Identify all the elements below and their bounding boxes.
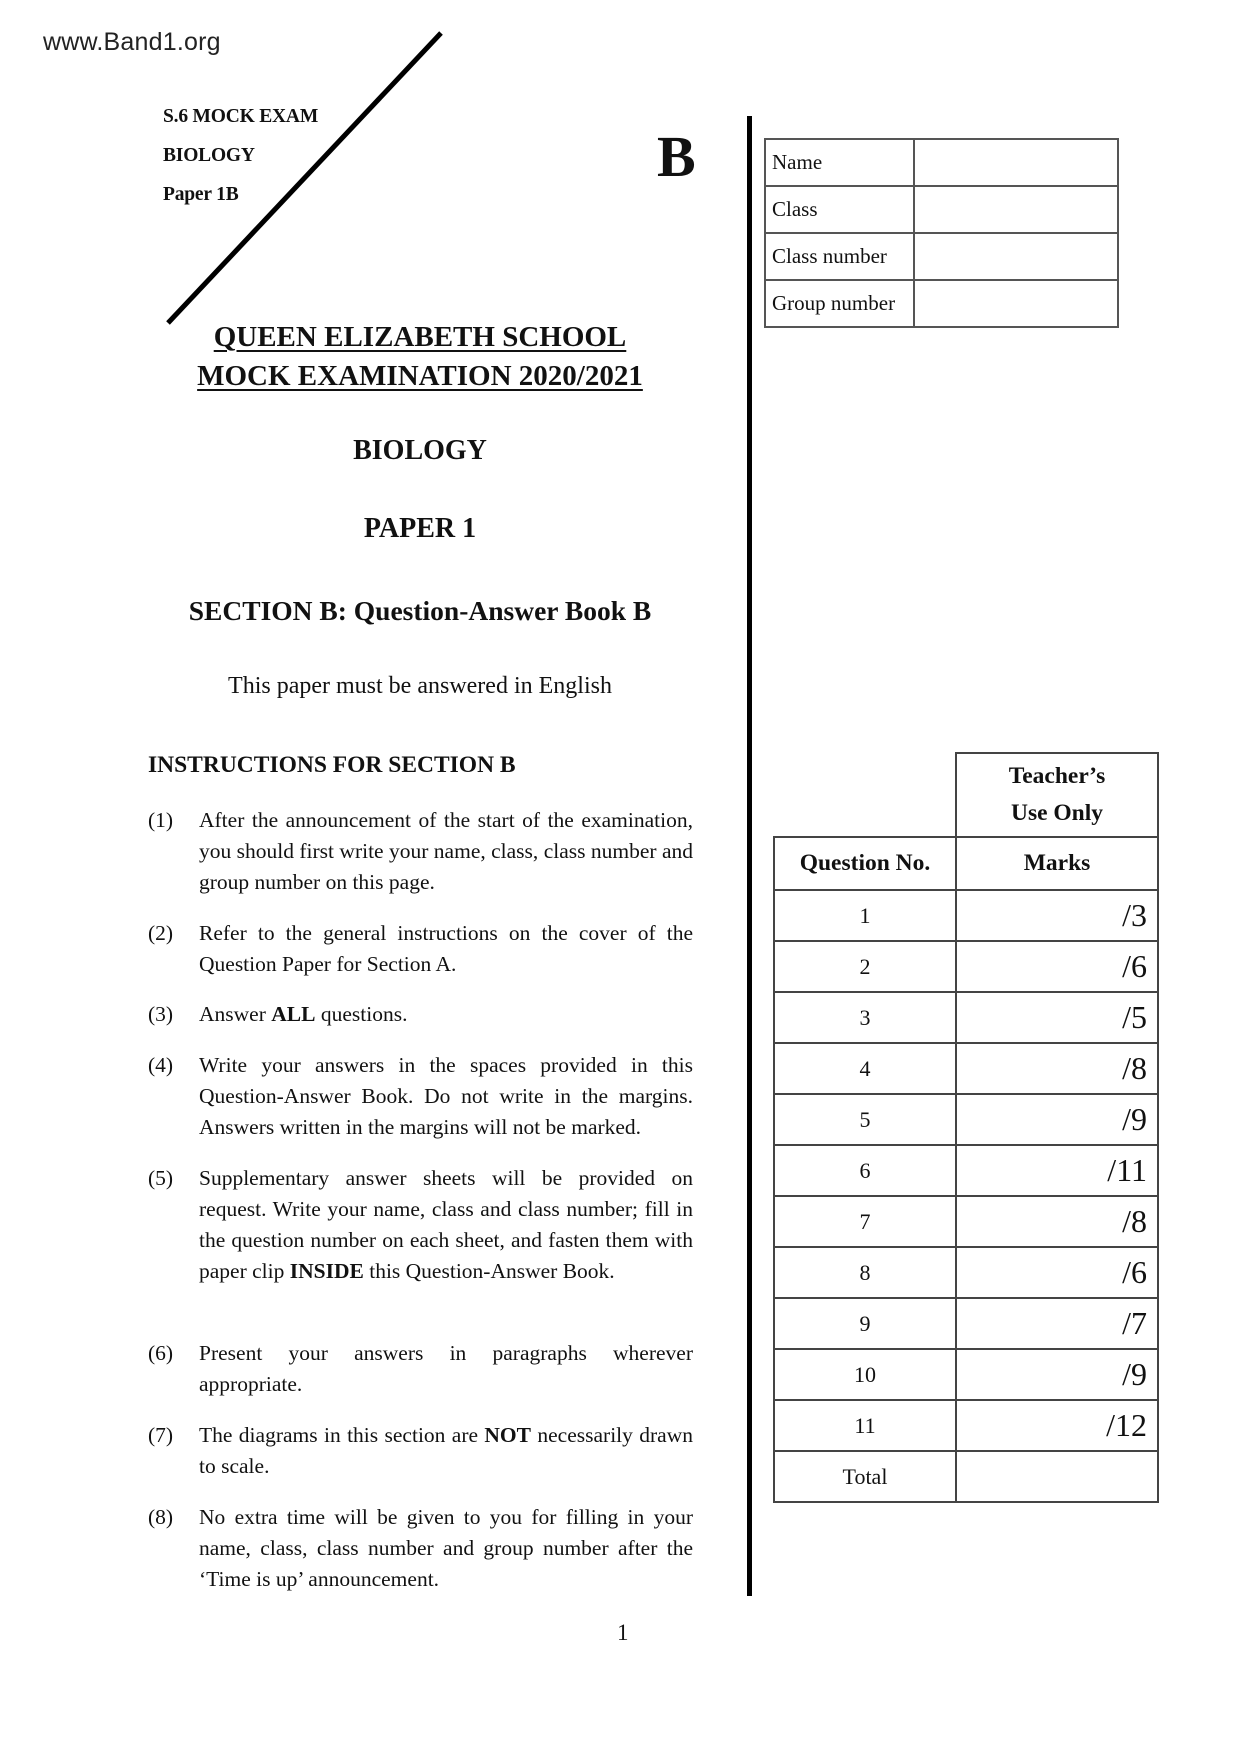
watermark: www.Band1.org: [43, 28, 221, 56]
instruction-item: [148, 918, 693, 980]
page-number: 1: [617, 1620, 629, 1645]
table-row: [774, 890, 1158, 941]
question-number: 8: [774, 1247, 956, 1298]
total-label: Total: [774, 1451, 956, 1502]
question-number: 7: [774, 1196, 956, 1247]
vertical-divider: [747, 116, 752, 1596]
blank-cell: [774, 753, 956, 837]
instruction-number: (5): [148, 1166, 174, 1190]
teacher-use-header: [956, 753, 1158, 837]
instruction-text: No extra time will be given to you for filling in your name, class, class number and group number after the ‘Time is up’ announcement.: [199, 1505, 693, 1591]
name-field[interactable]: [914, 139, 1118, 186]
subject-label: BIOLOGY: [163, 145, 255, 166]
question-no-header: Question No.: [774, 837, 956, 890]
marks-table: [773, 752, 1159, 1503]
instruction-text: Supplementary answer sheets will be provided on request. Write your name, class and class number; fill in the question number on each sheet, and fasten them with paper clip: [199, 1166, 693, 1283]
marks-cell[interactable]: /5: [956, 992, 1158, 1043]
table-row: [774, 1145, 1158, 1196]
table-row: [774, 992, 1158, 1043]
marks-cell[interactable]: /3: [956, 890, 1158, 941]
question-number: 9: [774, 1298, 956, 1349]
table-row: [774, 1298, 1158, 1349]
instruction-number: (2): [148, 921, 174, 945]
instruction-number: (4): [148, 1053, 174, 1077]
instruction-text: Present your answers in paragraphs wherever appropriate.: [199, 1341, 693, 1396]
marks-cell[interactable]: /9: [956, 1094, 1158, 1145]
marks-cell[interactable]: /8: [956, 1196, 1158, 1247]
marks-cell[interactable]: /7: [956, 1298, 1158, 1349]
instruction-item: [148, 805, 693, 898]
marks-cell[interactable]: /12: [956, 1400, 1158, 1451]
table-row: [774, 1196, 1158, 1247]
column-header-row: [774, 837, 1158, 890]
section-title: SECTION B: Question-Answer Book B: [188, 595, 652, 626]
info-label: Group number: [765, 280, 914, 327]
question-number: 5: [774, 1094, 956, 1145]
exam-name: MOCK EXAMINATION 2020/2021: [197, 360, 643, 392]
instruction-number: (6): [148, 1341, 174, 1365]
table-row: [774, 941, 1158, 992]
info-row-group-number: [765, 280, 1118, 327]
instructions-heading: INSTRUCTIONS FOR SECTION B: [148, 752, 516, 778]
instruction-text: Refer to the general instructions on the cover of the Question Paper for Section A.: [199, 921, 693, 976]
instruction-item: [148, 1050, 693, 1143]
marks-header: Marks: [956, 837, 1158, 890]
instruction-item: [148, 1420, 693, 1482]
subject-title: BIOLOGY: [353, 435, 487, 466]
question-number: 6: [774, 1145, 956, 1196]
instruction-text: After the announcement of the start of the examination, you should first write your name, class, class number and group number on this page.: [199, 808, 693, 894]
instruction-item: [148, 1338, 693, 1400]
table-row: [774, 1349, 1158, 1400]
question-number: 11: [774, 1400, 956, 1451]
instruction-emphasis: INSIDE: [289, 1259, 364, 1283]
marks-cell[interactable]: /6: [956, 1247, 1158, 1298]
question-number: 1: [774, 890, 956, 941]
marks-cell[interactable]: /6: [956, 941, 1158, 992]
candidate-info-table: [764, 138, 1119, 328]
instruction-text: Answer: [199, 1002, 272, 1026]
group-number-field[interactable]: [914, 280, 1118, 327]
question-number: 3: [774, 992, 956, 1043]
instruction-number: (3): [148, 1002, 174, 1026]
table-row: [774, 1247, 1158, 1298]
info-label: Class number: [765, 233, 914, 280]
instruction-text: Write your answers in the spaces provided in this Question-Answer Book. Do not write in the margins. Answers written in the margins will not be marked.: [199, 1053, 693, 1139]
instruction-item: [148, 999, 693, 1030]
instruction-number: (7): [148, 1423, 174, 1447]
total-marks-cell[interactable]: [956, 1451, 1158, 1502]
table-row: [774, 1094, 1158, 1145]
instruction-number: (1): [148, 808, 174, 832]
school-title: [140, 318, 700, 396]
instruction-text: this Question-Answer Book.: [363, 1259, 615, 1283]
instruction-emphasis: NOT: [484, 1423, 531, 1447]
language-note: This paper must be answered in English: [228, 673, 612, 699]
class-number-field[interactable]: [914, 233, 1118, 280]
info-row-name: [765, 139, 1118, 186]
instruction-text: questions.: [315, 1002, 408, 1026]
info-label: Name: [765, 139, 914, 186]
table-row: [774, 1043, 1158, 1094]
paper-label: Paper 1B: [163, 184, 239, 205]
total-row: [774, 1451, 1158, 1502]
instruction-number: (8): [148, 1505, 174, 1529]
class-field[interactable]: [914, 186, 1118, 233]
instruction-emphasis: ALL: [271, 1002, 316, 1026]
teacher-use-line1: Teacher’s: [1008, 763, 1106, 789]
school-name: QUEEN ELIZABETH SCHOOL: [213, 321, 627, 353]
info-row-class: [765, 186, 1118, 233]
question-number: 2: [774, 941, 956, 992]
teacher-use-line2: Use Only: [1010, 800, 1104, 826]
question-number: 10: [774, 1349, 956, 1400]
instruction-text: The diagrams in this section are: [199, 1423, 485, 1447]
question-number: 4: [774, 1043, 956, 1094]
instruction-text: necessarily drawn to scale.: [199, 1423, 693, 1478]
info-row-class-number: [765, 233, 1118, 280]
instruction-item: [148, 1502, 693, 1595]
marks-cell[interactable]: /9: [956, 1349, 1158, 1400]
paper-title: PAPER 1: [363, 513, 477, 544]
table-row: [774, 1400, 1158, 1451]
marks-cell[interactable]: /8: [956, 1043, 1158, 1094]
teacher-use-header-row: [774, 753, 1158, 837]
instruction-item: [148, 1163, 693, 1287]
marks-cell[interactable]: /11: [956, 1145, 1158, 1196]
exam-label: S.6 MOCK EXAM: [163, 106, 319, 127]
book-letter: B: [657, 124, 696, 189]
info-label: Class: [765, 186, 914, 233]
